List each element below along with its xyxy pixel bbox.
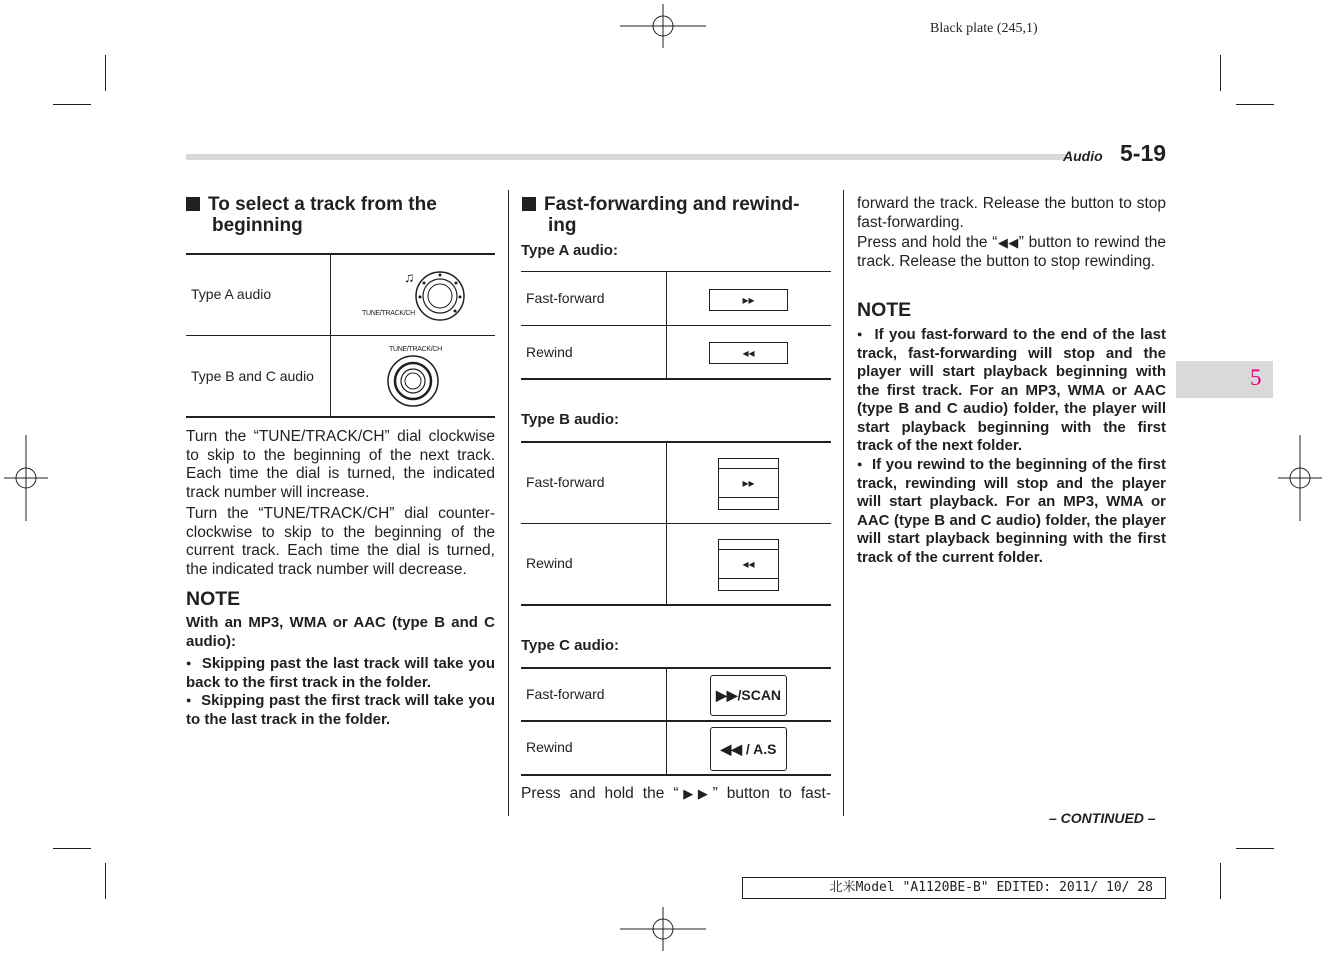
paragraph: Press and hold the “▶▶” button to fast-: [521, 785, 831, 802]
registration-mark-icon: [4, 435, 48, 521]
heading-square-icon: [186, 197, 200, 211]
header-bar: [186, 154, 1066, 160]
note-intro: With an MP3, WMA or AAC (type B and C audio):: [186, 614, 495, 650]
fast-forward-button-icon: ▸▸: [718, 468, 779, 498]
page-number: 5-19: [1120, 140, 1167, 166]
paragraph: Press and hold the “◀◀” button to rewind the track. Release the button to stop rewinding.: [857, 234, 1166, 270]
fast-forward-icon: ▶▶: [678, 786, 713, 801]
column-divider: [843, 190, 844, 816]
dial-table: [186, 253, 495, 418]
type-c-table: [521, 667, 831, 776]
rewind-button-icon: ◂◂: [718, 549, 779, 579]
bullet-icon: ●: [186, 695, 192, 705]
paragraph: Turn the “TUNE/TRACK/CH” dial clockwise to skip to the beginning of the next track. Each time the dial is turned, the indicated track number will increase.: [186, 428, 495, 501]
dial-caption: TUNE/TRACK/CH: [389, 346, 442, 353]
rewind-icon: ◀◀: [997, 235, 1019, 250]
crop-mark: [1236, 848, 1274, 849]
continued-label: – CONTINUED –: [1049, 810, 1156, 826]
type-c-label: Type C audio:: [521, 637, 620, 654]
bullet-icon: ●: [857, 329, 864, 339]
row-label: Fast-forward: [526, 290, 605, 306]
section-heading: Fast-forwarding and rewind- ing: [522, 194, 837, 236]
crop-mark: [53, 848, 91, 849]
heading-square-icon: [522, 197, 536, 211]
music-note-icon: ♫: [404, 269, 415, 285]
crop-mark: [1220, 55, 1221, 91]
paragraph: forward the track. Release the button to stop fast-forwarding.: [857, 195, 1166, 231]
rewind-button-icon: ◂◂: [709, 342, 788, 364]
row-label: Fast-forward: [526, 686, 605, 702]
note-bullet: ● If you fast-forward to the end of the last track, fast-forwarding will stop and the player will start playback beginning with the first track. For an MP3, WMA or AAC (type B and C audio) folder, the player will start playback beginning with the first track of the next folder.: [857, 326, 1166, 454]
type-b-label: Type B audio:: [521, 411, 620, 428]
row-label: Fast-forward: [526, 474, 605, 490]
crop-mark: [53, 104, 91, 105]
note-bullet: ● Skipping past the last track will take you back to the first track in the folder.: [186, 655, 495, 691]
note-bullet: ● Skipping past the first track will take you to the last track in the folder.: [186, 692, 496, 728]
dial-caption: TUNE/TRACK/CH: [362, 310, 415, 317]
dial-table-label: Type B and C audio: [191, 368, 314, 384]
bullet-icon: ●: [857, 459, 863, 469]
row-label: Rewind: [526, 739, 573, 755]
column-divider: [508, 190, 509, 816]
chapter-tab-number: 5: [1250, 365, 1262, 390]
fast-forward-scan-button-icon: ▶▶/SCAN: [710, 675, 787, 716]
type-a-label: Type A audio:: [521, 242, 618, 259]
edited-stamp: 北米Model "A1120BE-B" EDITED: 2011/ 10/ 28: [742, 877, 1166, 899]
tune-dial-icon: [386, 354, 440, 408]
crop-mark: [105, 55, 106, 91]
note-title: NOTE: [186, 588, 241, 610]
section-heading: To select a track from the beginning: [186, 194, 496, 236]
section-label: Audio: [1063, 148, 1103, 164]
fast-forward-button-icon: ▸▸: [709, 289, 788, 311]
crop-mark: [1236, 104, 1274, 105]
bullet-icon: ●: [186, 658, 193, 668]
paragraph: Turn the “TUNE/TRACK/CH” dial counter-clockwise to skip to the beginning of the current track. Each time the dial is turned, the indicated track number will decrease.: [186, 505, 495, 578]
note-bullet: ● If you rewind to the beginning of the first track, rewinding will stop and the player will start playback. For an MP3, WMA or AAC (type B and C audio) folder, the player will start playback beginning with the first track of the current folder.: [857, 456, 1166, 566]
registration-mark-icon: [1278, 435, 1322, 521]
row-label: Rewind: [526, 555, 573, 571]
row-label: Rewind: [526, 344, 573, 360]
note-title: NOTE: [857, 299, 912, 321]
registration-mark-icon: [620, 4, 706, 48]
dial-table-label: Type A audio: [191, 286, 272, 302]
type-a-table: [521, 271, 831, 380]
crop-mark: [1220, 863, 1221, 899]
rewind-as-button-icon: ◀◀ / A.S: [710, 727, 787, 771]
registration-mark-icon: [620, 907, 706, 951]
type-b-table: [521, 441, 831, 606]
plate-label: Black plate (245,1): [930, 21, 1038, 36]
crop-mark: [105, 863, 106, 899]
